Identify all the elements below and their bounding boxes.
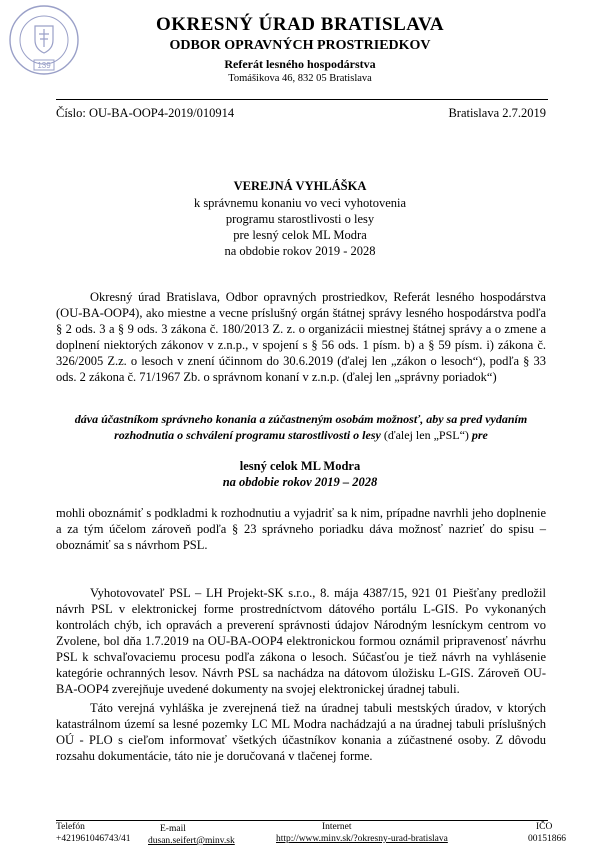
notice-statement — [56, 411, 546, 443]
ico-label: IČO — [536, 822, 553, 832]
document-title: VEREJNÁ VYHLÁŠKA — [233, 179, 367, 193]
stamp-number: 139 — [37, 61, 51, 70]
subtitle-line: pre lesný celok ML Modra — [233, 228, 367, 242]
office-name: OKRESNÝ ÚRAD BRATISLAVA — [155, 14, 445, 35]
subtitle-line: na obdobie rokov 2019 - 2028 — [224, 244, 376, 258]
forest-unit: lesný celok ML Modra — [239, 459, 361, 473]
document-date: Bratislava 2.7.2019 — [448, 106, 546, 120]
intro-paragraph: Okresný úrad Bratislava, Odbor opravných prostriedkov, Referát lesného hospodárstva (OU-BA-OOP4), ako miestne a vecne príslušný orgán štátnej správy lesného hospodárstva podľa § 2 ods. 3 a § 9 ods. 3 zákona č. 180/2013 Z. z. o organizácii miestnej štátnej správy a o zmene a doplnení niektorých zákonov v z.n.p., v spojení s § 56 ods. 1 písm. b) a § 59 písm. i) zákona č. 326/2005 Z.z. o lesoch v znení účinnom do 30.6.2019 (ďalej len „zákon o lesoch“), podľa § 33 ods. 2 zákona č. 71/1967 Zb. o správnom konaní v z.n.p. (ďalej len „správny poriadok“) — [56, 290, 546, 384]
paragraph-4: Táto verejná vyhláška je zverejnená tiež na úradnej tabuli mestských úradov, v ktorých katastrálnom území sa lesné pozemky LC ML Modra nachádzajú a na úradnej tabuli príslušných OÚ - PLO s cieľom informovať všetkých účastníkov konania a zúčastnené osoby. Z dôvodu rozsahu dokumentácie, táto nie je doručovaná v tlačenej forme. — [56, 701, 546, 763]
paragraph-3: Vyhotovovateľ PSL – LH Projekt-SK s.r.o., 8. mája 4387/15, 921 01 Piešťany predložil návrh PSL v elektronickej forme prostredníctvom dátového portálu L-GIS. Po vykonaných kontrolách chýb, ich opravách a preverení správnosti údajov Národným lesníckym centrom vo Zvolene, bol dňa 1.7.2019 na OU-BA-OOP4 elektronickou formou oznámil pripravenosť návrhu PSL k schvaľovaciemu procesu podľa zákona o lesoch. Súčasťou je tiež návrh na vyhlásenie kategórie ochranných lesov. Návrh PSL sa nachádza na dátovom úložisku L-GIS. Zároveň OU-BA-OOP4 zverejňuje uvedené dokumenty na svojej elektronickej úradnej tabuli. — [56, 586, 546, 696]
office-address: Tomášikova 46, 832 05 Bratislava — [228, 73, 372, 84]
notice-tail: pre — [471, 428, 488, 442]
reference-number: Číslo: OU-BA-OOP4-2019/010914 — [56, 106, 235, 120]
period: na obdobie rokov 2019 – 2028 — [222, 475, 378, 489]
email-label: E-mail — [160, 824, 186, 834]
subtitle-line: k správnemu konaniu vo veci vyhotovenia — [193, 196, 407, 210]
department-name: ODBOR OPRAVNÝCH PROSTRIEDKOV — [169, 38, 431, 53]
unit-name: Referát lesného hospodárstva — [224, 57, 376, 71]
notice-abbrev: (ďalej len „PSL“) — [383, 428, 469, 442]
phone-number: +421961046743/41 — [56, 834, 131, 844]
footer-divider — [56, 820, 548, 821]
paragraph-2: mohli oboznámiť s podkladmi k rozhodnutiu a vyjadriť sa k nim, prípadne navrhli jeho doplnenie a za tým účelom zároveň podľa § 23 správneho poriadku dáva možnosť nazrieť do spisu – oboznámiť sa s návrhom PSL. — [56, 506, 546, 552]
subtitle-line: programu starostlivosti o lesy — [225, 212, 375, 226]
phone-label: Telefón — [56, 822, 85, 832]
notice-text: dáva účastníkom správneho konania a zúčastneným osobám možnosť, aby sa pred vydaním rozhodnutia o schválení programu starostlivosti o lesy — [74, 412, 528, 442]
email-link[interactable]: dusan.seifert@minv.sk — [148, 836, 235, 846]
web-link[interactable]: http://www.minv.sk/?okresny-urad-bratislava — [276, 834, 448, 844]
web-label: Internet — [322, 822, 352, 832]
ico-number: 00151866 — [528, 834, 566, 844]
header-divider — [56, 99, 548, 100]
